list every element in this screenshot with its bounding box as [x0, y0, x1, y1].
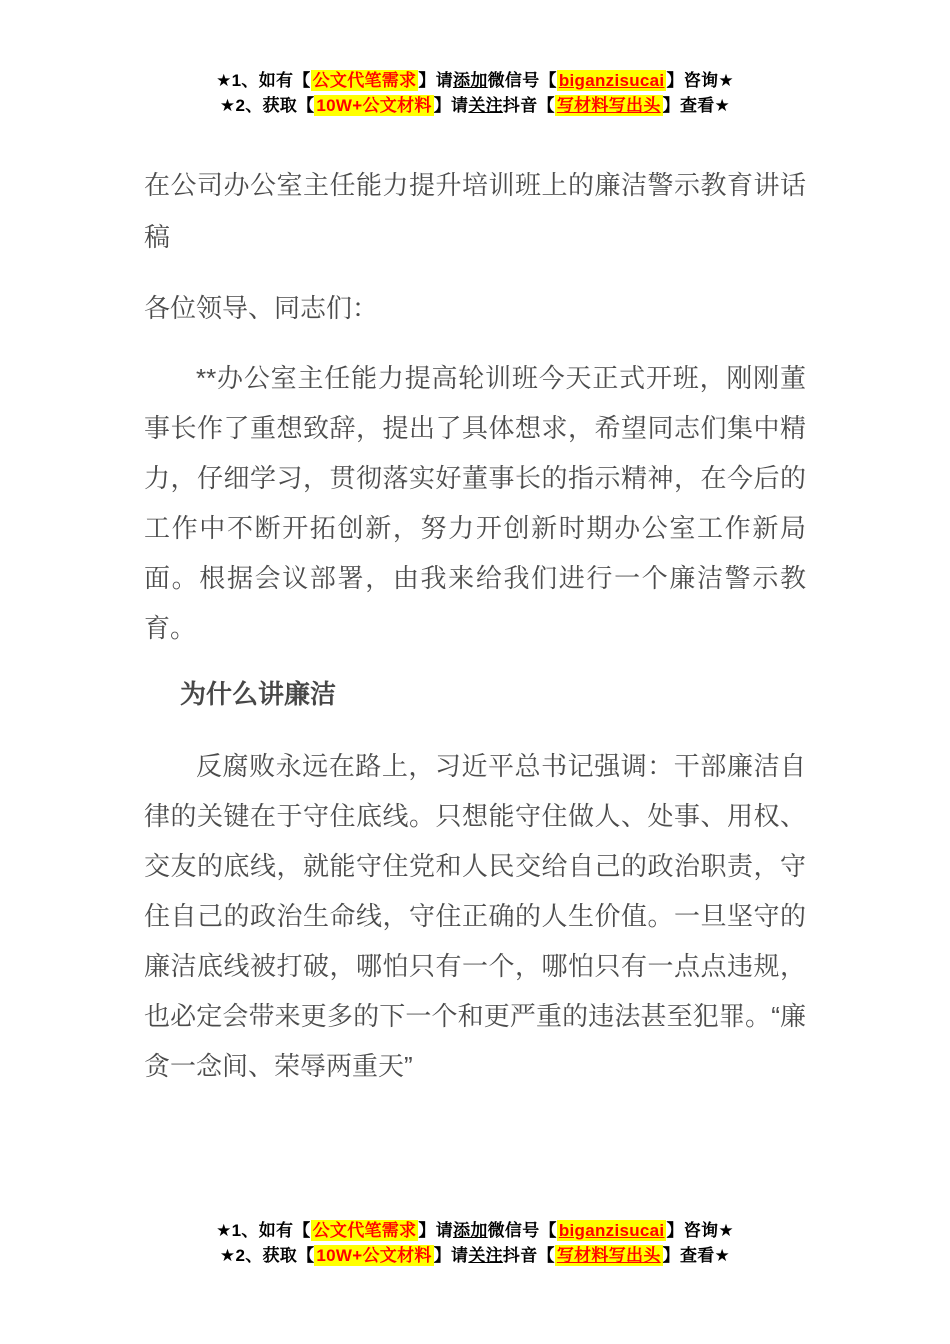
banner-highlight: 10W+公文材料: [316, 1246, 432, 1265]
banner-text: 抖音【: [502, 1246, 555, 1265]
section-heading-why-integrity: 为什么讲廉洁: [180, 679, 337, 709]
banner-text: ★1、如有【: [216, 71, 311, 90]
banner-highlight: 公文代笔需求: [312, 1221, 417, 1240]
promo-banner-line-2: [0, 93, 950, 118]
banner-underline: 关注: [468, 1246, 503, 1265]
promo-banner-line-1: [0, 68, 950, 93]
banner-text: 微信号【: [487, 1221, 557, 1240]
banner-highlight-link: 写材料写出头: [556, 1246, 661, 1265]
banner-underline: 关注: [468, 96, 503, 115]
promo-banner-line-2: [0, 1243, 950, 1268]
banner-text: 】请: [418, 71, 454, 90]
banner-highlight-link: biganzisucai: [558, 71, 665, 90]
document-content: [144, 159, 806, 1091]
banner-text: 抖音【: [502, 96, 555, 115]
banner-highlight-link: biganzisucai: [558, 1221, 665, 1240]
banner-highlight: 公文代笔需求: [312, 71, 417, 90]
greeting-line: 各位领导、同志们：: [144, 293, 379, 323]
banner-text: 】咨询★: [666, 1221, 734, 1240]
banner-text: 】请: [433, 1246, 469, 1265]
document-title: 在公司办公室主任能力提升培训班上的廉洁警示教育讲话稿: [144, 170, 806, 252]
promo-banner-line-1: [0, 1218, 950, 1243]
banner-text: 】请: [433, 96, 469, 115]
paragraph-opening: **办公室主任能力提高轮训班今天正式开班，刚刚董事长作了重想致辞，提出了具体想求，希望同志们集中精力，仔细学习，贯彻落实好董事长的指示精神，在今后的工作中不断开拓创新，努力开创新时期办公室工作新局面。根据会议部署，由我来给我们进行一个廉洁警示教育。: [144, 363, 806, 643]
paragraph-why-integrity: 反腐败永远在路上，习近平总书记强调：干部廉洁自律的关键在于守住底线。只想能守住做人、处事、用权、交友的底线，就能守住党和人民交给自己的政治职责，守住自己的政治生命线，守住正确的人生价值。一旦坚守的廉洁底线被打破，哪怕只有一个，哪怕只有一点点违规，也必定会带来更多的下一个和更严重的违法甚至犯罪。“廉贪一念间、荣辱两重天”: [144, 751, 806, 1081]
promo-banner-top: [0, 0, 950, 118]
banner-underline: 添加: [453, 1221, 488, 1240]
banner-text: ★2、获取【: [219, 1246, 315, 1265]
banner-underline: 添加: [453, 71, 488, 90]
promo-banner-bottom: [0, 1218, 950, 1268]
banner-highlight: 10W+公文材料: [316, 96, 432, 115]
banner-text: ★2、获取【: [219, 96, 315, 115]
banner-text: 】查看★: [662, 1246, 731, 1265]
banner-text: ★1、如有【: [216, 1221, 311, 1240]
banner-text: 微信号【: [487, 71, 557, 90]
banner-text: 】请: [418, 1221, 454, 1240]
banner-text: 】咨询★: [666, 71, 734, 90]
banner-text: 】查看★: [662, 96, 731, 115]
banner-highlight-link: 写材料写出头: [556, 96, 661, 115]
